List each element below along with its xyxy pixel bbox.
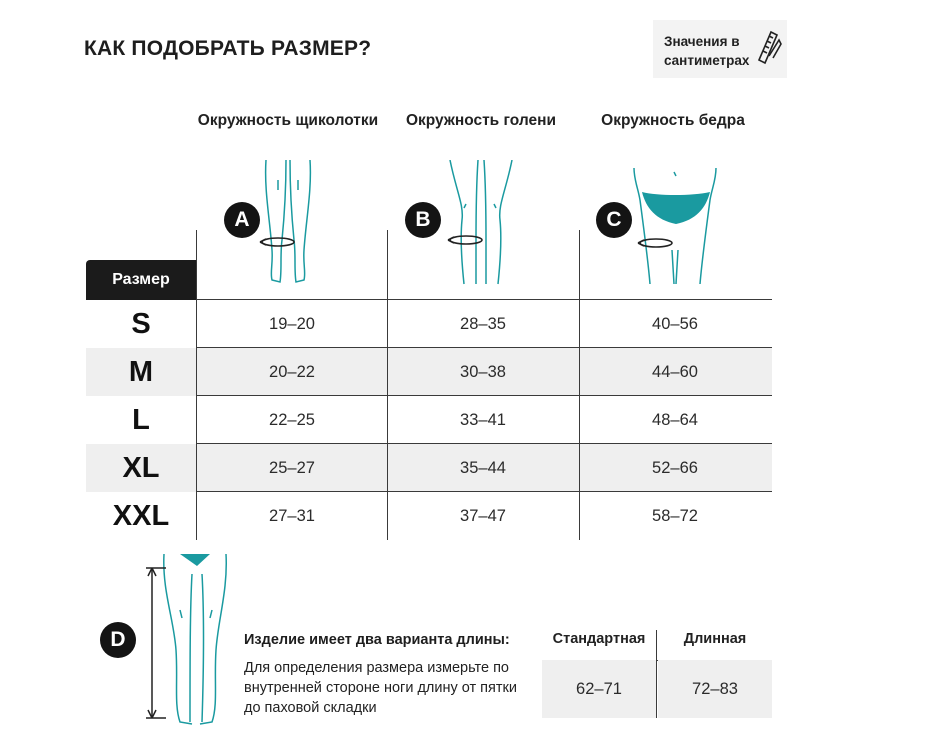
cell-ankle-m: 20–22 xyxy=(269,362,315,381)
length-description: Для определения размера измерьте по внутренней стороне ноги длину от пятки до паховой складки xyxy=(244,660,517,716)
table-divider xyxy=(656,630,657,718)
cell-thigh-xxl: 58–72 xyxy=(652,506,698,525)
size-label-m: M xyxy=(128,355,154,388)
cell-thigh-m: 44–60 xyxy=(652,362,698,381)
cell-thigh-xl: 52–66 xyxy=(652,458,698,477)
size-header: Размер xyxy=(86,260,196,300)
length-title: Изделие имеет два варианта длины: xyxy=(244,632,510,648)
measuring-tape-icon xyxy=(753,26,783,66)
full-legs-illustration xyxy=(164,554,226,724)
units-note-text: Значения в сантиметрах xyxy=(664,34,750,68)
length-header-long: Длинная xyxy=(683,631,747,647)
badge-d: D xyxy=(100,622,136,658)
length-table xyxy=(542,618,772,718)
size-label-xxl: XXL xyxy=(112,499,170,532)
size-label-xl: XL xyxy=(122,451,160,484)
column-header-ankle: Окружность щиколотки xyxy=(197,112,379,129)
length-value-long: 72–83 xyxy=(658,660,772,718)
cell-calf-s: 28–35 xyxy=(460,314,506,333)
cell-ankle-l: 22–25 xyxy=(269,410,315,429)
cell-calf-l: 33–41 xyxy=(460,410,506,429)
cell-calf-xl: 35–44 xyxy=(460,458,506,477)
legs-ankle-illustration xyxy=(258,160,318,286)
cell-ankle-xl: 25–27 xyxy=(269,458,315,477)
size-label-s: S xyxy=(131,307,151,340)
badge-a: A xyxy=(224,202,260,238)
column-header-thigh: Окружность бедра xyxy=(601,112,745,129)
badge-c: C xyxy=(596,202,632,238)
length-value-standard: 62–71 xyxy=(542,660,656,718)
legs-calf-illustration xyxy=(450,160,512,284)
cell-calf-xxl: 37–47 xyxy=(460,506,506,525)
units-note xyxy=(653,20,787,78)
hips-thigh-illustration xyxy=(634,168,716,284)
cell-ankle-xxl: 27–31 xyxy=(269,506,315,525)
page-title: КАК ПОДОБРАТЬ РАЗМЕР? xyxy=(84,37,372,60)
size-label-l: L xyxy=(132,403,150,436)
cell-thigh-l: 48–64 xyxy=(652,410,698,429)
column-header-calf: Окружность голени xyxy=(405,112,557,129)
cell-calf-m: 30–38 xyxy=(460,362,506,381)
badge-b: B xyxy=(405,202,441,238)
length-header-standard: Стандартная xyxy=(552,631,646,647)
length-measure-arrow xyxy=(146,568,166,718)
cell-ankle-s: 19–20 xyxy=(269,314,315,333)
cell-thigh-s: 40–56 xyxy=(652,314,698,333)
